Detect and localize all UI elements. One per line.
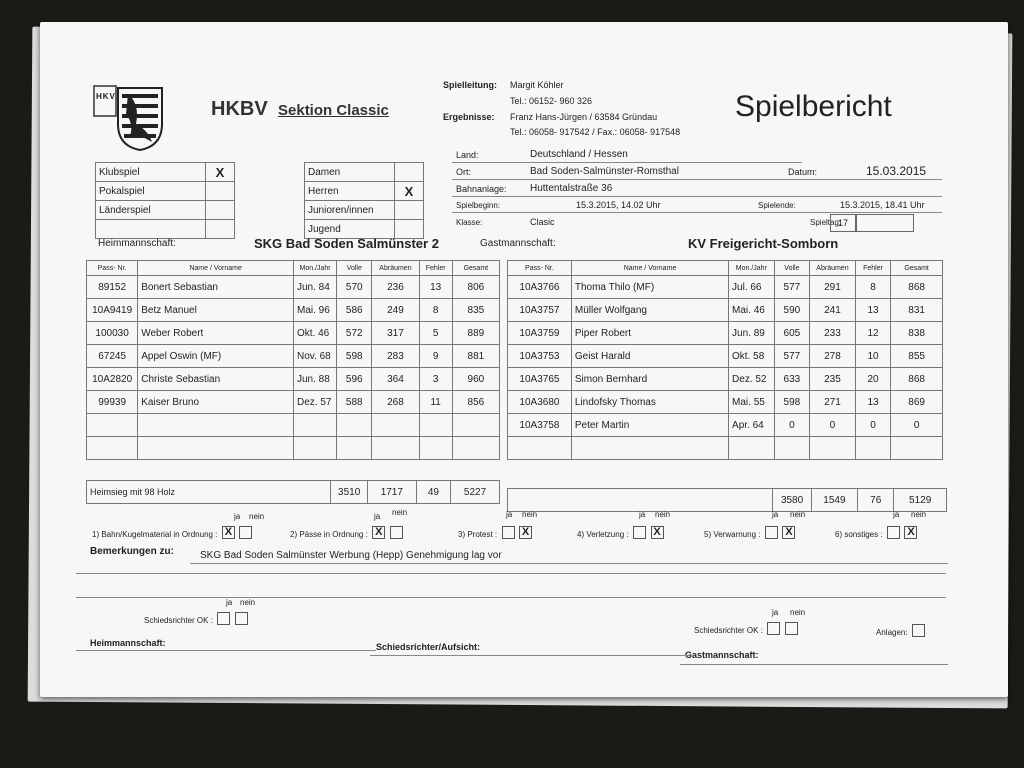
guest-total-note [508,489,773,512]
check-label: 5) Verwarnung : [704,530,761,539]
pass-cell: 10A3758 [508,414,572,437]
land-value: Deutschland / Hessen [530,149,628,160]
fehler-cell: 11 [419,391,452,414]
table-row [508,414,943,437]
ja-label: ja [893,510,900,519]
pass-cell: 10A2820 [87,368,138,391]
ja-label: ja [374,512,381,521]
col-date: Mon./Jahr [729,261,775,276]
gesamt-cell [452,414,499,437]
name-cell: Betz Manuel [138,299,294,322]
gesamt-cell: 868 [891,368,943,391]
guest-total-volle: 3580 [773,489,811,512]
table-row [508,345,943,368]
check-ja-box[interactable] [502,526,515,539]
volle-cell: 0 [774,414,809,437]
nein-label: nein [522,510,538,519]
name-cell: Christe Sebastian [138,368,294,391]
gesamt-cell: 806 [452,276,499,299]
check-label: 3) Protest : [458,530,498,539]
col-fehler: Fehler [855,261,890,276]
col-fehler: Fehler [419,261,452,276]
referee-ok-label: Schiedsrichter OK : [694,626,763,635]
gesamt-cell: 838 [891,322,943,345]
date-cell: Dez. 57 [293,391,336,414]
nein-label: nein [790,510,806,519]
home-total-abr: 1717 [367,481,416,504]
fehler-cell: 3 [419,368,452,391]
check-ja-box[interactable] [765,526,778,539]
category-table [304,162,424,239]
date-cell: Okt. 58 [729,345,775,368]
remarks-text[interactable]: SKG Bad Soden Salmünster Werbung (Hepp) Genehmigung lag vor [200,550,502,561]
spielleitung-tel: Tel.: 06152- 960 326 [510,96,593,106]
table-row [87,322,500,345]
beginn-value: 15.3.2015, 14.02 Uhr [576,200,661,210]
guest-total-abr: 1549 [811,489,857,512]
ja-label: ja [772,510,779,519]
fehler-cell: 5 [419,322,452,345]
match-type-mark [206,182,235,201]
name-cell: Appel Oswin (MF) [138,345,294,368]
klasse-value: Clasic [530,217,555,227]
ende-value: 15.3.2015, 18.41 Uhr [840,200,925,210]
category-row [305,182,424,201]
date-cell: Jun. 84 [293,276,336,299]
abr-cell: 317 [372,322,419,345]
guest-total-fehler: 76 [858,489,894,512]
ja-label: ja [639,510,646,519]
match-type-label: Länderspiel [96,201,206,220]
pass-cell: 100030 [87,322,138,345]
pass-cell [508,437,572,460]
spielleitung-name: Margit Köhler [510,80,564,90]
guest-team-name: KV Freigericht-Somborn [688,236,839,251]
table-row [87,276,500,299]
col-abraeumen: Abräumen [810,261,856,276]
match-type-mark: X [206,163,235,182]
name-cell [138,437,294,460]
fehler-cell: 13 [419,276,452,299]
category-label: Jugend [305,220,395,239]
date-cell: Apr. 64 [729,414,775,437]
col-gesamt: Gesamt [891,261,943,276]
fehler-cell: 10 [855,345,890,368]
date-cell: Jul. 66 [729,276,775,299]
ja-label: ja [234,512,241,521]
check-ja-box[interactable]: X [222,526,235,539]
abr-cell [810,437,856,460]
match-type-row [96,182,235,201]
col-name: Name / Vorname [138,261,294,276]
match-type-row [96,163,235,182]
volle-cell: 633 [774,368,809,391]
pass-cell: 10A3766 [508,276,572,299]
attachments [876,622,925,640]
fehler-cell [419,414,452,437]
category-label: Junioren/innen [305,201,395,220]
table-row [87,345,500,368]
pass-cell: 10A3680 [508,391,572,414]
gesamt-cell: 831 [891,299,943,322]
anlagen-label: Anlagen: [876,628,908,637]
abr-cell: 241 [810,299,856,322]
name-cell: Bonert Sebastian [138,276,294,299]
fehler-cell [855,437,890,460]
fehler-cell: 8 [855,276,890,299]
ort-label: Ort: [456,167,471,177]
remarks-label: Bemerkungen zu: [90,546,174,557]
spielleitung-label: Spielleitung: [443,80,497,90]
name-cell: Thoma Thilo (MF) [571,276,728,299]
table-row [508,437,943,460]
category-mark [395,163,424,182]
gesamt-cell: 869 [891,391,943,414]
date-cell: Mai. 55 [729,391,775,414]
volle-cell: 598 [337,345,372,368]
fehler-cell: 8 [419,299,452,322]
volle-cell: 577 [774,345,809,368]
match-type-row [96,201,235,220]
gesamt-cell [891,437,943,460]
table-row [87,391,500,414]
abr-cell: 278 [810,345,856,368]
name-cell: Simon Bernhard [571,368,728,391]
table-row [508,299,943,322]
pass-cell: 10A3757 [508,299,572,322]
nein-label: nein [655,510,671,519]
date-cell: Mai. 46 [729,299,775,322]
name-cell [138,414,294,437]
check-nein-box[interactable]: X [904,526,917,539]
pass-cell: 10A9419 [87,299,138,322]
gesamt-cell: 868 [891,276,943,299]
referee-nein-box[interactable] [785,622,798,635]
col-gesamt: Gesamt [452,261,499,276]
check-label: 6) sonstiges : [835,530,883,539]
referee-nein-box[interactable] [235,612,248,625]
fehler-cell: 9 [419,345,452,368]
check-label: 4) Verletzung : [577,530,629,539]
volle-cell [337,414,372,437]
pass-cell: 99939 [87,391,138,414]
volle-cell: 590 [774,299,809,322]
gesamt-cell: 0 [891,414,943,437]
gesamt-cell: 856 [452,391,499,414]
ort-value: Bad Soden-Salmünster-Romsthal [530,166,679,177]
check-ja-box[interactable]: X [372,526,385,539]
volle-cell: 605 [774,322,809,345]
home-team-label: Heimmannschaft: [98,238,176,249]
nein-label: nein [911,510,927,519]
check-nein-box[interactable]: X [519,526,532,539]
gesamt-cell: 960 [452,368,499,391]
name-cell: Piper Robert [571,322,728,345]
table-row [508,391,943,414]
match-type-label: Pokalspiel [96,182,206,201]
volle-cell: 596 [337,368,372,391]
table-row [87,414,500,437]
spieltag-value: 17 [830,214,856,232]
date-cell: Jun. 88 [293,368,336,391]
col-date: Mon./Jahr [293,261,336,276]
table-row [508,276,943,299]
pass-cell: 67245 [87,345,138,368]
date-cell: Dez. 52 [729,368,775,391]
spieltag-label: Spieltag: [810,218,842,227]
abr-cell: 233 [810,322,856,345]
fehler-cell: 20 [855,368,890,391]
nein-label: nein [790,608,806,617]
datum-label: Datum: [788,167,818,177]
home-total-fehler: 49 [416,481,450,504]
date-cell: Nov. 68 [293,345,336,368]
ja-label: ja [772,608,779,617]
guest-signature-label: Gastmannschaft: [685,650,759,660]
check-nein-box[interactable]: X [782,526,795,539]
name-cell: Müller Wolfgang [571,299,728,322]
category-row [305,163,424,182]
home-total-note: Heimsieg mit 98 Holz [87,481,331,504]
gesamt-cell: 881 [452,345,499,368]
volle-cell: 588 [337,391,372,414]
volle-cell: 598 [774,391,809,414]
check-nein-box[interactable] [390,526,403,539]
col-name: Name / Vorname [571,261,728,276]
guest-total-gesamt: 5129 [894,489,947,512]
home-total-row [87,481,500,504]
bahn-value: Huttentalstraße 36 [530,183,613,194]
date-cell [729,437,775,460]
home-team-name: SKG Bad Soden Salmünster 2 [254,236,439,251]
pass-cell [87,414,138,437]
gesamt-cell [452,437,499,460]
nein-label: nein [240,598,256,607]
datum-value: 15.03.2015 [866,164,927,178]
name-cell: Kaiser Bruno [138,391,294,414]
ergebnisse-name: Franz Hans-Jürgen / 63584 Gründau [510,112,658,122]
logo-letters: HKV [96,92,116,101]
abr-cell: 236 [372,276,419,299]
guest-team-label: Gastmannschaft: [480,238,556,249]
guest-total-row [508,489,947,512]
match-type-label [96,220,206,239]
land-label: Land: [456,150,479,160]
table-row [508,322,943,345]
beginn-label: Spielbeginn: [456,201,501,210]
pass-cell [87,437,138,460]
table-row [87,368,500,391]
fehler-cell: 0 [855,414,890,437]
date-cell [293,414,336,437]
fehler-cell: 13 [855,299,890,322]
abr-cell: 291 [810,276,856,299]
check-ja-box[interactable] [633,526,646,539]
abr-cell: 283 [372,345,419,368]
referee-ok-label: Schiedsrichter OK : [144,616,213,625]
abr-cell: 271 [810,391,856,414]
pass-cell: 10A3759 [508,322,572,345]
table-row [87,437,500,460]
name-cell [571,437,728,460]
referee-signature-label: Schiedsrichter/Aufsicht: [376,642,481,652]
home-signature-label: Heimmannschaft: [90,638,166,648]
abr-cell [372,414,419,437]
category-label: Herren [305,182,395,201]
match-type-label: Klubspiel [96,163,206,182]
abr-cell [372,437,419,460]
col-pass: Pass- Nr. [87,261,138,276]
nein-label: nein [249,512,265,521]
ende-label: Spielende: [758,201,796,210]
category-label: Damen [305,163,395,182]
document-title: Spielbericht [735,90,892,123]
match-type-table [95,162,235,239]
col-abraeumen: Abräumen [372,261,419,276]
referee-ja-box[interactable] [767,622,780,635]
gesamt-cell: 855 [891,345,943,368]
check-nein-box[interactable]: X [651,526,664,539]
home-players-table [86,260,500,460]
volle-cell [774,437,809,460]
col-pass: Pass- Nr. [508,261,572,276]
referee-ja-box[interactable] [217,612,230,625]
name-cell: Weber Robert [138,322,294,345]
category-row [305,201,424,220]
name-cell: Peter Martin [571,414,728,437]
check-label: 2) Pässe in Ordnung : [290,530,368,539]
abr-cell: 364 [372,368,419,391]
check-ja-box[interactable] [887,526,900,539]
table-row [508,368,943,391]
category-mark: X [395,182,424,201]
anlagen-box[interactable] [912,624,925,637]
pass-cell: 89152 [87,276,138,299]
guest-header-row [508,261,943,276]
category-mark [395,201,424,220]
check-label: 1) Bahn/Kugelmaterial in Ordnung : [92,530,218,539]
gesamt-cell: 835 [452,299,499,322]
fehler-cell: 13 [855,391,890,414]
volle-cell: 577 [774,276,809,299]
section-name: Sektion Classic [278,102,389,119]
abr-cell: 249 [372,299,419,322]
pass-cell: 10A3753 [508,345,572,368]
nein-label: nein [392,508,408,517]
col-volle: Volle [337,261,372,276]
name-cell: Geist Harald [571,345,728,368]
volle-cell: 586 [337,299,372,322]
bahn-label: Bahnanlage: [456,184,507,194]
col-volle: Volle [774,261,809,276]
guest-players-table [507,260,943,460]
date-cell: Mai. 96 [293,299,336,322]
abr-cell: 235 [810,368,856,391]
name-cell: Lindofsky Thomas [571,391,728,414]
match-type-mark [206,220,235,239]
match-type-row [96,220,235,239]
home-header-row [87,261,500,276]
home-total-gesamt: 5227 [451,481,500,504]
ja-label: ja [506,510,513,519]
abr-cell: 268 [372,391,419,414]
pass-cell: 10A3765 [508,368,572,391]
volle-cell: 570 [337,276,372,299]
fehler-cell [419,437,452,460]
fehler-cell: 12 [855,322,890,345]
klasse-label: Klasse: [456,218,483,227]
date-cell: Okt. 46 [293,322,336,345]
guest-totals [507,488,947,512]
date-cell [293,437,336,460]
home-total-volle: 3510 [331,481,367,504]
volle-cell: 572 [337,322,372,345]
check-nein-box[interactable] [239,526,252,539]
abr-cell: 0 [810,414,856,437]
org-name: HKBV [211,98,268,120]
gesamt-cell: 889 [452,322,499,345]
spieltag-extra-box [856,214,914,232]
volle-cell [337,437,372,460]
score-sheet [40,22,1008,697]
ergebnisse-label: Ergebnisse: [443,112,495,122]
date-cell: Jun. 89 [729,322,775,345]
ja-label: ja [226,598,233,607]
ergebnisse-tel: Tel.: 06058- 917542 / Fax.: 06058- 917548 [510,127,681,137]
table-row [87,299,500,322]
home-totals [86,480,500,504]
match-type-mark [206,201,235,220]
